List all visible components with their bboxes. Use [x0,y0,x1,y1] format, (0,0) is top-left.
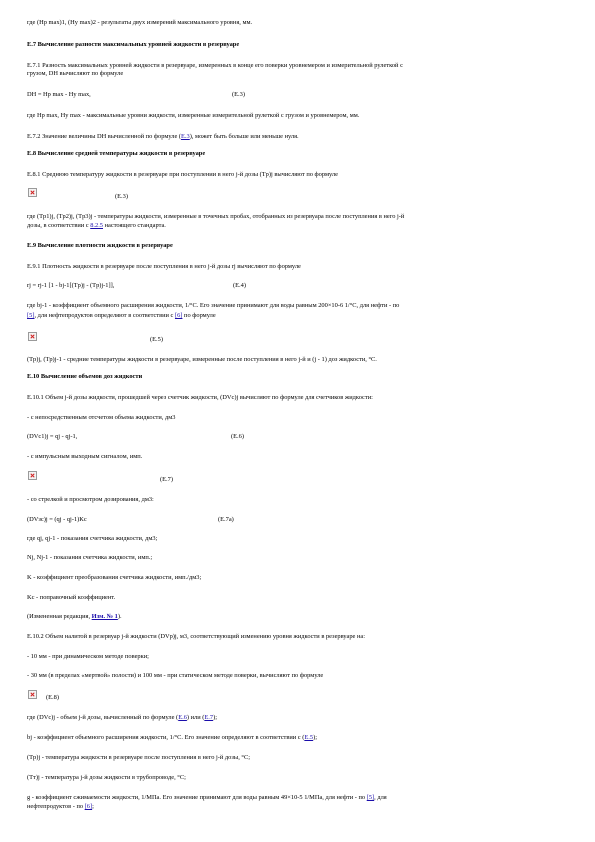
section-heading-e7: Е.7 Вычисление разности максимальных уровней жидкости в резервуаре [27,41,240,48]
list-item: - 30 мм (в пределах «мертвой» полости) и 100 мм - при статическом методе поверки, вычисляют по формуле [27,672,324,679]
formula-e7a: (DVзс)j = (qj - qj-1)Kс [27,516,87,523]
formula-e3: DH = Hр max - Hу max, [27,91,91,98]
formula-number: (Е.6) [231,433,244,440]
paragraph: дозы, в соответствии с 8.2.5 настоящего стандарта. [27,222,166,229]
list-item: - с непосредственным отсчетом объема жидкости, дм3 [27,414,176,421]
broken-image-icon [28,690,37,699]
list-item: - со стрелкой и просмотром дозирования, дм3: [27,496,154,503]
paragraph: где (Tр1)j, (Tр2)j, (Tр3)j - температуры жидкости, измеренные в точечных пробах, отобранных из резервуара после поступления в него j-й [27,213,405,220]
formula-link[interactable]: Е.7 [204,714,214,721]
amendment-note: (Измененная редакция, Изм. № 1). [27,613,122,620]
section-heading-e9: Е.9 Вычисление плотности жидкости в резервуаре [27,242,173,249]
paragraph: где Hр max, Hу max - максимальные уровни жидкости, измеренные измерительной рулеткой с грузом и уровнемером, мм. [27,112,360,119]
formula-number: (Е.7а) [218,516,234,523]
reference-link[interactable]: [5] [27,312,35,319]
paragraph: Е.10.1 Объем j-й дозы жидкости, прошедшей через счетчик жидкости, (DVс)j вычисляют по формуле для счетчиков жидкости: [27,394,373,401]
list-item: - с импульсным выходным сигналом, имп. [27,453,143,460]
paragraph: Е.9.1 Плотность жидкости в резервуаре после поступления в него j-й дозы rj вычисляют по формуле [27,263,301,270]
reference-link[interactable]: [6] [174,312,183,319]
paragraph: [5], для нефтепродуктов определяют в соответствии с [6] по формуле [27,312,216,319]
formula-number: (Е.4) [233,282,246,289]
formula-number: (Е.3) [115,193,128,200]
paragraph: Е.7.2 Значение величины DH вычисленной по формуле (Е.3), может быть больше или меньше нуля. [27,133,299,140]
paragraph: bj - коэффициент объемного расширения жидкости, 1/°С. Его значение определяют в соответствии с (Е.5); [27,734,317,741]
paragraph: где qj, qj-1 - показания счетчика жидкости, дм3; [27,535,158,542]
formula-number: (Е.5) [150,336,163,343]
formula-number: (Е.3) [232,91,245,98]
paragraph: Nj, Nj-1 - показания счетчика жидкости, имп.; [27,554,153,561]
formula-link[interactable]: Е.3 [181,133,190,140]
list-item: - 10 мм - при динамическом методе поверки; [27,653,149,660]
paragraph: K - коэффициент преобразования счетчика жидкости, имп./дм3; [27,574,202,581]
broken-image-icon [28,188,37,197]
paragraph: где bj-1 - коэффициент объемного расширения жидкости, 1/°С. Его значение принимают для воды равным 200×10-6 1/°С, для нефти - по [27,302,400,309]
paragraph: Е.7.1 Разность максимальных уровней жидкости в резервуаре, измеренных в конце его поверки уровнемером и измерительной рулеткой с [27,62,403,69]
section-heading-e10: Е.10 Вычисление объемов доз жидкости [27,373,143,380]
paragraph: Kс - поправочный коэффициент. [27,594,116,601]
broken-image-icon [28,471,37,480]
paragraph: (Tт)j - температура j-й дозы жидкости в трубопроводе, °С; [27,774,186,781]
reference-link[interactable]: [5] [366,794,375,801]
paragraph: (Tр)j - температура жидкости в резервуаре после поступления в него j-й дозы, °С; [27,754,250,761]
amendment-link[interactable]: Изм. № 1 [91,613,118,620]
paragraph: Е.8.1 Среднюю температуру жидкости в резервуаре при поступлении в него j-й дозы (Tр)j вычисляют по формуле [27,171,338,178]
clause-link[interactable]: 8.2.5 [90,222,103,229]
broken-image-icon [28,332,37,341]
formula-e6: (DVс1)j = qj - qj-1, [27,433,78,440]
formula-link[interactable]: Е.5 [304,734,314,741]
section-heading-e8: Е.8 Вычисление средней температуры жидкости в резервуаре [27,150,206,157]
reference-link[interactable]: [6] [84,803,93,810]
formula-number: (Е.7) [160,476,173,483]
paragraph: где (DVс)j - объем j-й дозы, вычисленный по формуле (Е.6) или (Е.7); [27,714,217,721]
formula-number: (Е.8) [46,694,59,701]
paragraph: грузом, DH вычисляют по формуле [27,70,124,77]
paragraph: g - коэффициент сжимаемости жидкости, 1/МПа. Его значение принимают для воды равным 49×10-5 1/МПа, для нефти - по [5], для [27,794,387,801]
formula-link[interactable]: Е.6 [178,714,187,721]
paragraph: Е.10.2 Объем налитой в резервуар j-й жидкости (DVр)j, м3, соответствующий изменению уровня жидкости в резервуаре на: [27,633,366,640]
paragraph: (Tр)j, (Tр)j-1 - средние температуры жидкости в резервуаре, измеренные после поступления в него j-й и (j - 1) доз жидкости, °С. [27,356,377,363]
paragraph: где (Hр max)1, (Hу max)2 - результаты двух измерений максимального уровня, мм. [27,19,253,26]
formula-e4: rj = rj-1 [1 - bj-1[(Tр)j - (Tр)j-1]], [27,282,115,289]
paragraph: нефтепродуктов - по [6]; [27,803,94,810]
